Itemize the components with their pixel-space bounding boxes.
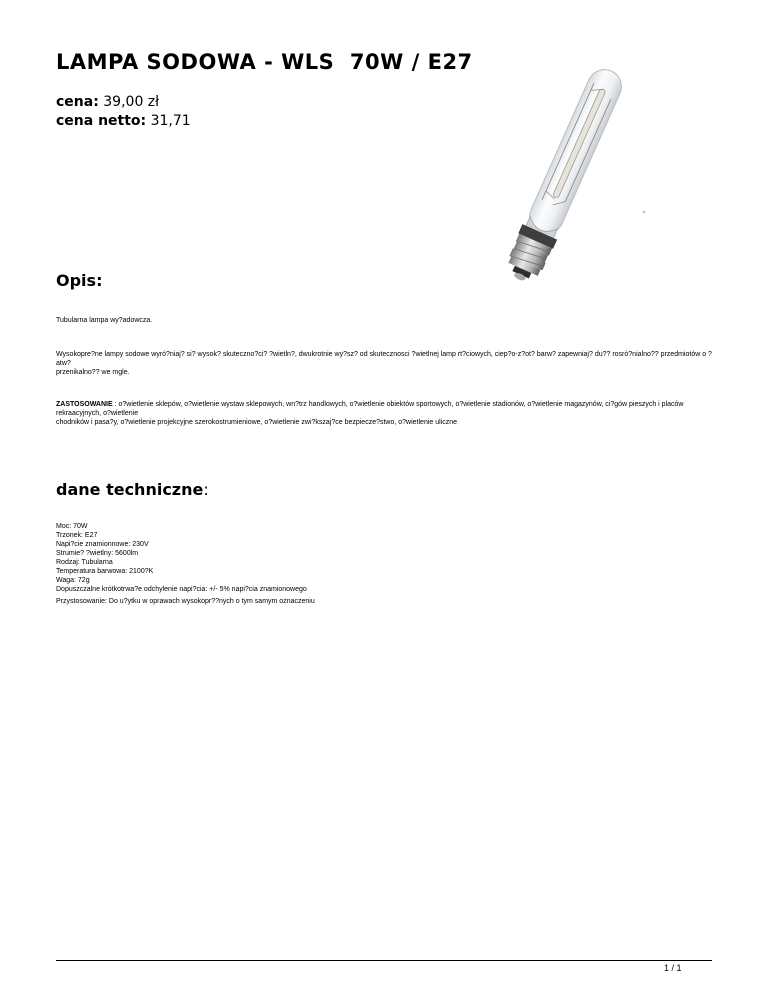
spec-item: Waga: 72g [56, 577, 90, 584]
spec-item: Temperatura barwowa: 2100?K [56, 568, 154, 575]
description-line-3: przenikalno?? we mgle. [56, 369, 130, 376]
gross-price-label: cena: [56, 94, 99, 110]
description-heading: Opis: [56, 271, 103, 290]
page-number: 1 / 1 [664, 963, 682, 973]
spec-item: Moc: 70W [56, 523, 88, 530]
net-price-value: 31,71 [150, 113, 191, 129]
description-line-1: Tubularna lampa wy?adowcza. [56, 317, 153, 324]
spec-item: Dopuszczalne krótkotrwa?e odchylenie napi?cia: +/- 5% napi?cia znamionowego [56, 586, 307, 593]
spec-item: Napi?cie znamionnowe: 230V [56, 541, 149, 548]
net-price-label: cena netto: [56, 113, 147, 129]
usage-label: ZASTOSOWANIE [56, 401, 113, 408]
spec-item: Strumie? ?wietlny: 5600lm [56, 550, 139, 557]
net-price [56, 113, 191, 129]
description-line-2: Wysokopre?ne lampy sodowe wyró?niaj? si? wysok? skuteczno?ci? ?wietln?, dwukrotnie wy?sz? od skutecznosci ?wietlnej lamp rt?ciowych, ciep?o-z?ot? barw? zapewniaj? du?? rosró?nialno?? przedmiotów o ?atw? [56, 351, 712, 367]
product-title: LAMPA SODOWA - WLS 70W / E27 [56, 50, 473, 74]
footer-divider [56, 960, 712, 961]
usage-line-2: chodników i pasa?y, o?wietlenie projekcyjne szerokostrumieniowe, o?wietlenie zwi?kszaj?ce bezpiecze?stwo, o?wietlenie uliczne [56, 419, 458, 426]
spec-item: Rodzaj: Tubularna [56, 559, 113, 566]
technical-heading [56, 480, 209, 499]
gross-price-value: 39,00 zł [103, 94, 160, 110]
spec-item: Trzonek: E27 [56, 532, 98, 539]
usage-line-1 [56, 400, 712, 418]
sodium-lamp-bulb-image [462, 66, 658, 302]
technical-heading-colon: : [203, 480, 209, 499]
gross-price [56, 94, 159, 110]
technical-heading-text: dane techniczne [56, 480, 204, 499]
compatibility-note: Przystosowanie: Do u?ytku w oprawach wysokopr??nych o tym samym oznaczeniu [56, 598, 315, 605]
usage-text: : o?wietlenie sklepów, o?wietlenie wystaw sklepowych, wn?trz handlowych, o?wietlenie obiektów sportowych, o?wietlenie stadionów, o?wietlenie magazynów, ci?gów pieszych i placów rekraacyjnych, o?wietlenie [56, 401, 684, 417]
spec-list [56, 522, 712, 594]
